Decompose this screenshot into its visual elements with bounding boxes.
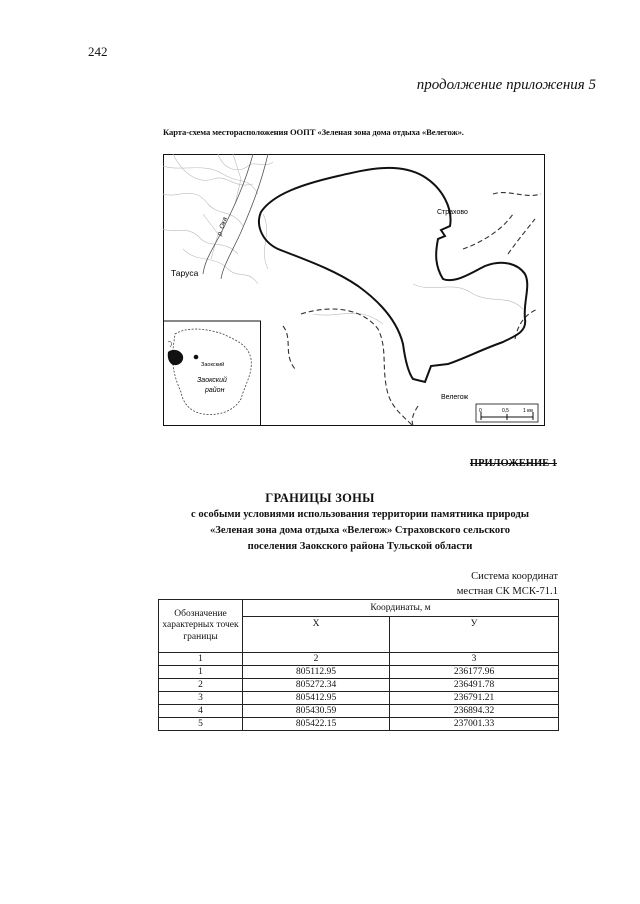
y-cell: 236894.32 [390,705,559,718]
point-cell: 3 [159,692,243,705]
document-subtitle [140,507,580,555]
numbering-cell: 2 [243,653,390,666]
numbering-cell: 1 [159,653,243,666]
header-x: X [243,617,390,653]
continuation-label: продолжение приложения 5 [416,77,596,93]
x-cell: 805112.95 [243,666,390,679]
scale-mid: 0,5 [502,408,509,414]
header-y: У [390,617,559,653]
coordinate-system-line: местная СК МСК-71.1 [456,586,558,597]
y-cell: 237001.33 [390,718,559,731]
inset-map [164,321,261,426]
x-cell: 805412.95 [243,692,390,705]
subtitle-line: «Зеленая зона дома отдыха «Велегож» Страховского сельского [209,525,511,536]
table-row [159,666,559,679]
inset-label-town: Заокский [201,362,225,368]
page-number: 242 [88,44,108,59]
x-cell: 805272.34 [243,679,390,692]
header-point: Обозначение характерных точек границы [159,600,243,653]
table-row [159,718,559,731]
coordinate-system-line: Система координат [471,571,558,582]
x-cell: 805430.59 [243,705,390,718]
label-velegozh: Велегож [441,394,469,401]
scale-zero: 0 [479,408,482,414]
numbering-cell: 3 [390,653,559,666]
label-tarusa: Таруса [171,268,199,278]
location-map [163,154,545,426]
y-cell: 236177.96 [390,666,559,679]
point-cell: 4 [159,705,243,718]
scale-bar [476,404,538,422]
point-cell: 1 [159,666,243,679]
label-river: р. Ока [216,216,229,237]
map-caption: Карта-схема месторасположения ООПТ «Зеленая зона дома отдыха «Велегож». [163,127,464,137]
subtitle-line: с особыми условиями использования территории памятника природы [191,509,529,520]
x-cell: 805422.15 [243,718,390,731]
point-cell: 5 [159,718,243,731]
y-cell: 236791.21 [390,692,559,705]
subtitle-line: поселения Заокского района Тульской области [247,541,473,552]
coordinate-system-note [457,569,558,599]
coordinates-table [158,599,559,731]
table-row [159,705,559,718]
label-strakhovo: Страхово [437,209,468,216]
point-cell: 2 [159,679,243,692]
table-row [159,679,559,692]
inset-label-district-2: район [205,387,225,394]
header-coordinates: Координаты, м [243,600,559,617]
document-title: ГРАНИЦЫ ЗОНЫ [265,491,375,505]
inset-label-district-1: Заокский [197,377,227,384]
y-cell: 236491.78 [390,679,559,692]
scale-end: 1 км [523,408,533,414]
table-row [159,692,559,705]
appendix-label: ПРИЛОЖЕНИЕ 1 [469,458,557,469]
